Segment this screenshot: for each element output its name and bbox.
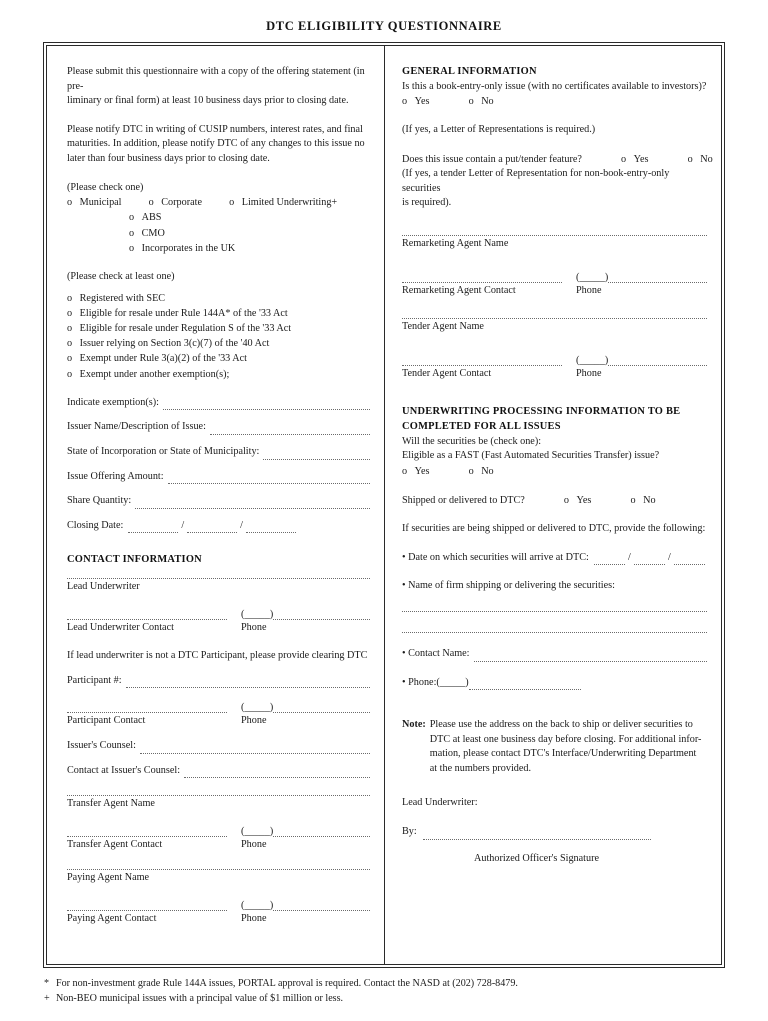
- right-column: [385, 46, 721, 964]
- option-label-regulation-s[interactable]: Eligible for resale under Regulation S of the '33 Act: [79, 322, 292, 334]
- option-label-put-tender-yes[interactable]: Yes: [633, 153, 649, 165]
- arrival-date-year-input[interactable]: [674, 554, 705, 565]
- option-label-rule-3a2[interactable]: Exempt under Rule 3(a)(2) of the '33 Act: [79, 353, 247, 365]
- option-label-limited-underwriting[interactable]: Limited Underwriting+: [241, 197, 338, 209]
- letter-of-representations-note: (If yes, a Letter of Representations is required.): [402, 124, 596, 136]
- field-label-closing-date: Closing Date:: [67, 519, 124, 531]
- paying-agent-phone-area-code[interactable]: (_____): [241, 899, 274, 911]
- field-input-issue-offering-amount[interactable]: [168, 473, 370, 484]
- page-title: DTC ELIGIBILITY QUESTIONNAIRE: [266, 19, 502, 33]
- tender-note-line-2: is required).: [402, 197, 452, 209]
- field-label-share-quantity: Share Quantity:: [67, 495, 132, 507]
- checkbox-book-entry-yes[interactable]: o: [402, 96, 408, 108]
- signature-input[interactable]: [423, 829, 651, 840]
- paying-agent-contact-caption: Paying Agent Contact: [67, 912, 157, 924]
- field-indicate-exemptions: [67, 396, 370, 411]
- checkbox-shipped-yes[interactable]: o: [563, 494, 569, 506]
- option-label-another-exemption[interactable]: Exempt under another exemption(s);: [79, 368, 230, 380]
- eligibility-row-5: [67, 351, 370, 366]
- transfer-agent-phone-area-code[interactable]: (_____): [241, 825, 274, 837]
- option-label-corporate[interactable]: Corporate: [161, 197, 202, 209]
- participant-contact-captions: [67, 713, 370, 729]
- field-label-arrival-date: • Date on which securities will arrive at DTC:: [402, 551, 589, 563]
- footnote-mark-plus: +: [44, 993, 50, 1004]
- participant-contact-row: [67, 702, 370, 713]
- put-tender-question-label: Does this issue contain a put/tender feature?: [402, 153, 582, 165]
- tender-agent-contact-input[interactable]: [402, 365, 562, 366]
- lead-underwriter-contact-captions: [67, 620, 370, 636]
- option-label-book-entry-yes[interactable]: Yes: [414, 96, 430, 108]
- remarketing-agent-phone-caption: Phone: [576, 284, 602, 296]
- underwriting-heading-line-1: UNDERWRITING PROCESSING INFORMATION TO BE: [402, 406, 681, 418]
- signature-caption: Authorized Officer's Signature: [474, 852, 599, 864]
- option-label-shipped-no[interactable]: No: [643, 494, 656, 506]
- transfer-agent-phone-input[interactable]: [273, 836, 370, 837]
- lead-underwriter-phone-caption: Phone: [241, 621, 267, 633]
- note-block: [402, 718, 707, 776]
- transfer-agent-contact-captions: [67, 837, 370, 853]
- tender-agent-phone-caption: Phone: [576, 367, 602, 379]
- tender-agent-contact-row: [402, 355, 707, 366]
- book-entry-question: Is this a book-entry-only issue (with no certificates available to investors)?: [402, 80, 707, 92]
- field-label-contact-issuers-counsel: Contact at Issuer's Counsel:: [67, 764, 181, 776]
- field-input-participant-number[interactable]: [126, 677, 370, 688]
- underwriting-processing-heading: [402, 405, 707, 434]
- fast-answer-row: [402, 464, 707, 479]
- shipped-question-label: Shipped or delivered to DTC?: [402, 494, 525, 506]
- general-information-heading: GENERAL INFORMATION: [402, 66, 537, 77]
- lead-underwriter-contact-row: [67, 609, 370, 620]
- note-line-4: at the numbers provided.: [429, 762, 532, 774]
- field-label-participant-number: Participant #:: [67, 674, 122, 686]
- checkbox-put-tender-yes[interactable]: o: [621, 153, 627, 165]
- will-securities-be-label: Will the securities be (check one):: [402, 435, 542, 447]
- footnotes: [44, 976, 734, 1006]
- field-state-incorporation: [67, 445, 370, 460]
- remarketing-agent-contact-captions: [402, 283, 707, 299]
- field-input-contact-issuers-counsel[interactable]: [184, 767, 370, 778]
- remarketing-agent-contact-input[interactable]: [402, 282, 562, 283]
- fast-question-label: Eligible as a FAST (Fast Automated Securities Transfer) issue?: [402, 450, 660, 462]
- if-shipped-instruction: If securities are being shipped or delivered to DTC, provide the following:: [402, 523, 706, 535]
- tender-letter-note: [402, 167, 707, 211]
- issue-type-row-4: [67, 241, 370, 256]
- intro-paragraph-2: [67, 123, 370, 167]
- checkbox-another-exemption[interactable]: o: [67, 368, 73, 380]
- checkbox-registered-sec[interactable]: o: [67, 292, 73, 304]
- intro-line-1a: Please submit this questionnaire with a copy of the offering statement (in pre-: [67, 66, 365, 92]
- option-label-fast-yes[interactable]: Yes: [414, 465, 430, 477]
- closing-date-month-input[interactable]: [128, 522, 178, 533]
- checkbox-municipal[interactable]: o: [67, 197, 73, 209]
- checkbox-fast-no[interactable]: o: [468, 465, 474, 477]
- intro-line-2c: later than four business days prior to closing date.: [67, 152, 270, 164]
- issue-type-row-1: [67, 195, 370, 210]
- arrival-date-day-input[interactable]: [634, 554, 665, 565]
- field-label-state-incorporation: State of Incorporation or State of Municipality:: [67, 445, 260, 457]
- book-entry-answer-row: [402, 94, 707, 109]
- tender-agent-phone-area-code[interactable]: (_____): [576, 354, 609, 366]
- participant-contact-caption: Participant Contact: [67, 715, 146, 727]
- checkbox-cmo[interactable]: o: [129, 227, 135, 239]
- footnote-asterisk: [44, 976, 734, 991]
- paying-agent-phone-caption: Phone: [241, 912, 267, 924]
- field-share-quantity: [67, 494, 370, 509]
- note-label: Note:: [402, 719, 426, 731]
- participant-phone-area-code[interactable]: (_____): [241, 702, 274, 714]
- paying-agent-contact-captions: [67, 911, 370, 927]
- lead-underwriter-phone-area-code[interactable]: (_____): [241, 608, 274, 620]
- note-line-1: Please use the address on the back to ship or deliver securities to: [429, 719, 693, 731]
- arrival-date-month-input[interactable]: [594, 554, 625, 565]
- firm-name-label: • Name of firm shipping or delivering the securities:: [402, 580, 615, 592]
- remarketing-agent-phone-input[interactable]: [608, 282, 707, 283]
- checkbox-fast-yes[interactable]: o: [402, 465, 408, 477]
- option-label-put-tender-no[interactable]: No: [700, 153, 713, 165]
- field-contact-issuers-counsel: [67, 764, 370, 779]
- lead-underwriter-contact-caption: Lead Underwriter Contact: [67, 621, 174, 633]
- tender-note-line-1: (If yes, a tender Letter of Representation for non-book-entry-only securities: [402, 168, 670, 194]
- tender-agent-phone-input[interactable]: [608, 365, 707, 366]
- option-label-municipal[interactable]: Municipal: [79, 197, 122, 209]
- paying-agent-contact-input[interactable]: [67, 910, 227, 911]
- note-body: [430, 718, 707, 776]
- paying-agent-phone-input[interactable]: [273, 910, 370, 911]
- field-arrival-date: • Date on which securities will arrive at DTC: / /: [402, 551, 707, 566]
- option-label-shipped-yes[interactable]: Yes: [576, 494, 592, 506]
- field-input-phone-bullet[interactable]: [469, 679, 581, 690]
- transfer-agent-contact-caption: Transfer Agent Contact: [67, 838, 163, 850]
- transfer-agent-contact-row: [67, 826, 370, 837]
- footnote-mark-asterisk: *: [44, 978, 50, 989]
- field-label-issuer-name: Issuer Name/Description of Issue:: [67, 421, 206, 433]
- tender-agent-contact-captions: [402, 366, 707, 382]
- option-label-abs[interactable]: ABS: [141, 212, 162, 224]
- lead-underwriter-caption: Lead Underwriter: [67, 580, 140, 592]
- check-at-least-one-instruction: (Please check at least one): [67, 270, 175, 282]
- form-outer-frame: [43, 42, 725, 968]
- field-label-phone-bullet: • Phone:(_____): [402, 676, 469, 688]
- checkbox-book-entry-no[interactable]: o: [468, 96, 474, 108]
- intro-line-1b: liminary or final form) at least 10 business days prior to closing date.: [67, 95, 349, 107]
- option-label-incorporates-uk[interactable]: Incorporates in the UK: [141, 242, 236, 254]
- participant-contact-input[interactable]: [67, 712, 227, 713]
- field-phone-bullet: [402, 676, 707, 691]
- clearing-dtc-note: If lead underwriter is not a DTC Participant, please provide clearing DTC: [67, 650, 368, 662]
- footnote-text-plus: Non-BEO municipal issues with a principal value of $1 million or less.: [56, 993, 344, 1004]
- field-label-issue-offering-amount: Issue Offering Amount:: [67, 470, 164, 482]
- checkbox-abs[interactable]: o: [129, 212, 135, 224]
- field-closing-date: Closing Date: / /: [67, 519, 370, 534]
- intro-paragraph-1: [67, 65, 370, 109]
- note-line-3: mation, please contact DTC's Interface/Underwriting Department: [429, 748, 697, 760]
- checkbox-incorporates-uk[interactable]: o: [129, 242, 135, 254]
- closing-date-day-input[interactable]: [187, 522, 237, 533]
- contact-information-heading: CONTACT INFORMATION: [67, 554, 202, 566]
- transfer-agent-phone-caption: Phone: [241, 838, 267, 850]
- paying-agent-name-caption: Paying Agent Name: [67, 872, 150, 884]
- checkbox-corporate[interactable]: o: [148, 197, 154, 209]
- option-label-rule-144a[interactable]: Eligible for resale under Rule 144A* of the '33 Act: [79, 307, 288, 319]
- eligibility-row-6: [67, 367, 370, 382]
- field-issuers-counsel: [67, 739, 370, 754]
- closing-date-year-input[interactable]: [246, 522, 296, 533]
- eligibility-row-1: [67, 291, 370, 306]
- option-label-fast-no[interactable]: No: [481, 465, 494, 477]
- by-label: By:: [402, 826, 417, 838]
- intro-line-2a: Please notify DTC in writing of CUSIP numbers, interest rates, and final: [67, 123, 363, 135]
- option-label-section-3c7[interactable]: Issuer relying on Section 3(c)(7) of the '40 Act: [79, 338, 270, 350]
- field-label-indicate-exemptions: Indicate exemption(s):: [67, 396, 159, 408]
- checkbox-put-tender-no[interactable]: o: [687, 153, 693, 165]
- intro-line-2b: maturities. In addition, please notify DTC of any changes to this issue no: [67, 138, 365, 150]
- option-label-registered-sec[interactable]: Registered with SEC: [79, 292, 166, 304]
- participant-phone-input[interactable]: [273, 712, 370, 713]
- checkbox-rule-3a2[interactable]: o: [67, 353, 73, 365]
- field-input-state-incorporation[interactable]: [263, 449, 370, 460]
- option-label-book-entry-no[interactable]: No: [481, 96, 494, 108]
- remarketing-agent-phone-area-code[interactable]: (_____): [576, 271, 609, 283]
- checkbox-limited-underwriting[interactable]: o: [229, 197, 235, 209]
- field-participant-number: [67, 674, 370, 689]
- checkbox-rule-144a[interactable]: o: [67, 307, 73, 319]
- put-tender-question-row: [402, 152, 713, 167]
- lead-underwriter-phone-input[interactable]: [273, 619, 370, 620]
- field-label-issuers-counsel: Issuer's Counsel:: [67, 739, 136, 751]
- lead-underwriter-contact-input[interactable]: [67, 619, 227, 620]
- underwriting-heading-line-2: COMPLETED FOR ALL ISSUES: [402, 420, 561, 432]
- eligibility-row-2: [67, 306, 370, 321]
- remarketing-agent-name-caption: Remarketing Agent Name: [402, 237, 509, 249]
- checkbox-shipped-no[interactable]: o: [630, 494, 636, 506]
- left-column: [47, 46, 385, 964]
- remarketing-agent-contact-row: [402, 272, 707, 283]
- field-input-issuers-counsel[interactable]: [140, 743, 370, 754]
- lead-underwriter-signature-label: Lead Underwriter:: [402, 797, 478, 809]
- field-input-issuer-name[interactable]: [210, 424, 370, 435]
- checkbox-section-3c7[interactable]: o: [67, 338, 73, 350]
- eligibility-row-3: [67, 321, 370, 336]
- field-issuer-name: [67, 420, 370, 435]
- issue-type-row-3: [67, 226, 370, 241]
- footnote-text-asterisk: For non-investment grade Rule 144A issues, PORTAL approval is required. Contact the NASD at (202) 728-8479.: [56, 978, 518, 989]
- tender-agent-contact-caption: Tender Agent Contact: [402, 367, 492, 379]
- footnote-plus: [44, 991, 734, 1006]
- shipped-question-row: [402, 493, 707, 508]
- paying-agent-contact-row: [67, 900, 370, 911]
- eligibility-row-4: [67, 336, 370, 351]
- participant-phone-caption: Phone: [241, 715, 267, 727]
- remarketing-agent-contact-caption: Remarketing Agent Contact: [402, 284, 516, 296]
- option-label-cmo[interactable]: CMO: [141, 227, 165, 239]
- note-line-2: DTC at least one business day before closing. For additional infor-: [429, 733, 702, 745]
- transfer-agent-contact-input[interactable]: [67, 836, 227, 837]
- checkbox-regulation-s[interactable]: o: [67, 322, 73, 334]
- check-one-instruction: (Please check one): [67, 181, 144, 193]
- field-label-contact-name: • Contact Name:: [402, 647, 470, 659]
- field-issue-offering-amount: [67, 470, 370, 485]
- tender-agent-name-caption: Tender Agent Name: [402, 321, 484, 333]
- field-contact-name: [402, 647, 707, 662]
- field-input-share-quantity[interactable]: [135, 498, 370, 509]
- field-input-contact-name[interactable]: [474, 651, 707, 662]
- form-inner-frame: [46, 45, 722, 965]
- transfer-agent-name-caption: Transfer Agent Name: [67, 798, 155, 810]
- field-input-indicate-exemptions[interactable]: [163, 399, 370, 410]
- signature-row: [402, 825, 707, 840]
- issue-type-row-2: [67, 210, 370, 225]
